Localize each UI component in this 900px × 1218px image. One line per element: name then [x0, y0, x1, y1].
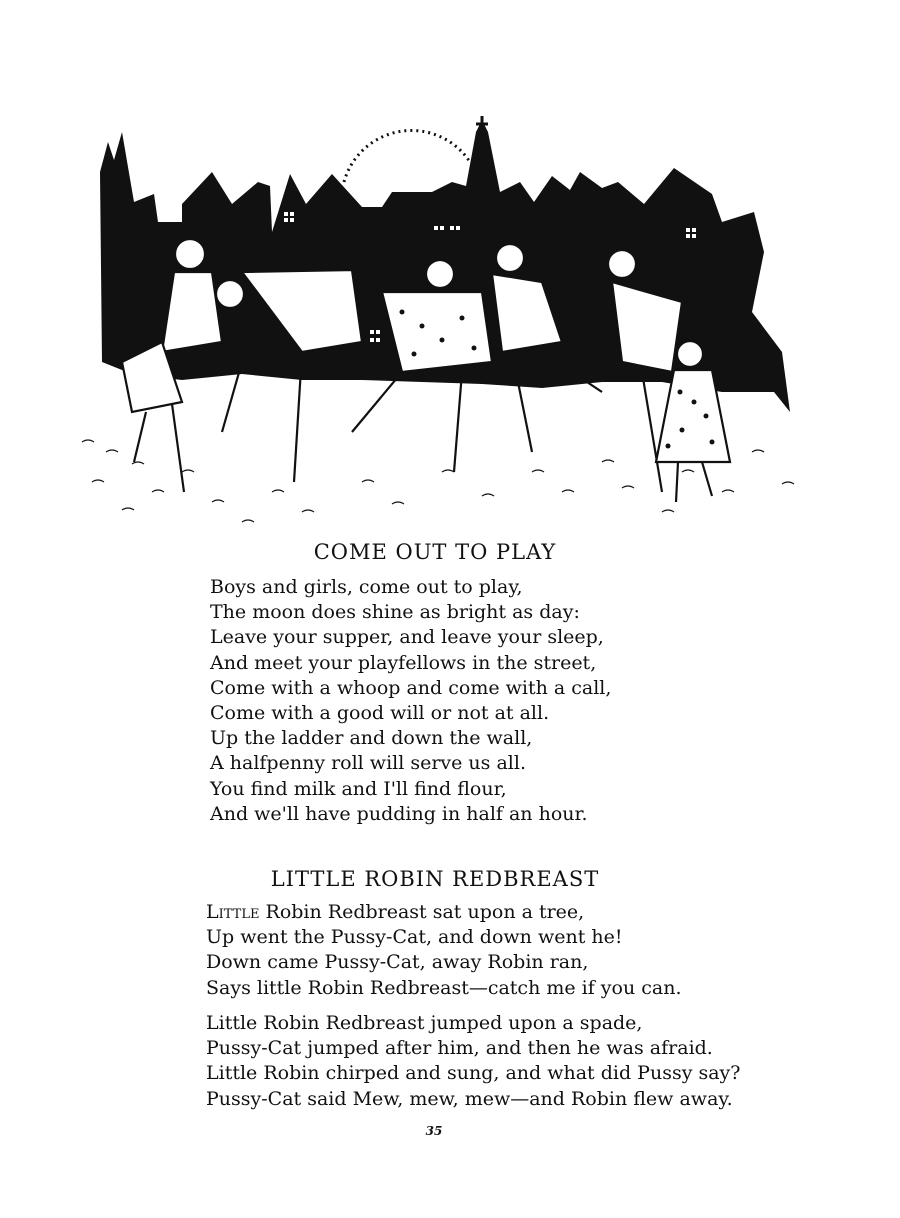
poem-title-come-out-to-play: COME OUT TO PLAY	[313, 540, 557, 564]
children-dancing-illustration	[62, 112, 820, 532]
poem-line: The moon does shine as bright as day:	[210, 601, 580, 624]
page-number: 35	[425, 1124, 443, 1138]
poem-line: Pussy-Cat jumped after him, and then he was afraid.	[206, 1037, 713, 1060]
poem-line: Come with a good will or not at all.	[210, 702, 550, 725]
poem-line: And we'll have pudding in half an hour.	[210, 802, 588, 825]
poem-title-little-robin-redbreast: LITTLE ROBIN REDBREAST	[270, 867, 600, 891]
poem-line-rest: Robin Redbreast sat upon a tree,	[259, 901, 585, 923]
poem-line: Boys and girls, come out to play,	[210, 576, 523, 598]
poem-line: Little Robin Redbreast jumped upon a spade,	[206, 1012, 643, 1034]
poem-line: Up the ladder and down the wall,	[210, 727, 533, 750]
poem-line: Leave your supper, and leave your sleep,	[210, 626, 604, 649]
drop-word: Little	[206, 901, 260, 923]
poem-line: You find milk and I'll find flour,	[210, 777, 507, 800]
poem-line: And meet your playfellows in the street,	[210, 651, 597, 674]
poem-line: Says little Robin Redbreast—catch me if you can.	[206, 976, 682, 999]
poem-line: Down came Pussy-Cat, away Robin ran,	[206, 951, 589, 974]
poem-line	[206, 900, 682, 925]
poem-line: A halfpenny roll will serve us all.	[210, 752, 526, 775]
poem-line: Little Robin chirped and sung, and what did Pussy say?	[206, 1062, 741, 1085]
poem-line: Up went the Pussy-Cat, and down went he!	[206, 926, 623, 949]
poem-robin-stanza-2	[206, 1011, 740, 1112]
poem-line: Pussy-Cat said Mew, mew, mew—and Robin flew away.	[206, 1087, 733, 1110]
poem-line: Come with a whoop and come with a call,	[210, 676, 612, 699]
poem-come-out-to-play	[210, 575, 611, 827]
poem-robin-stanza-1	[206, 900, 682, 1001]
moon-arc	[344, 130, 470, 182]
